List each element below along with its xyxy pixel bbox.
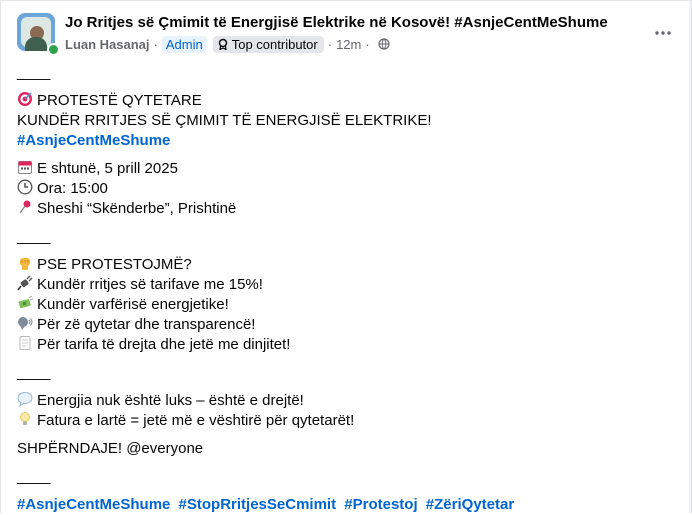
post-title: Jo Rritjes së Çmimit të Energjisë Elektrike në Kosovë! #AsnjeCentMeShume [65,14,608,31]
quote-line [17,391,675,411]
money-icon [17,295,33,311]
post-body [17,63,675,515]
event-date: E shtunë, 5 prill 2025 [37,160,178,177]
quote-text: Energjia nuk është luks – është e drejtë! [37,392,304,409]
why-title: PSE PROTESTOJMË? [37,256,192,273]
hashtag-link[interactable]: #AsnjeCentMeShume [17,496,171,513]
reason-text: Për tarifa të drejta dhe jetë me dinjitet! [37,336,291,353]
location-line [17,199,675,219]
hashtag-row [17,495,675,515]
hashtag-link[interactable]: #ZëriQytetar [425,496,515,513]
post-header [17,13,675,53]
hashtag-link[interactable]: #Protestoj [344,496,418,513]
clock-icon [17,179,33,195]
top-contributor-badge[interactable] [213,36,324,53]
admin-badge[interactable]: Admin [162,36,207,53]
fist-icon [17,255,33,271]
bubble-icon [17,391,33,407]
post-time[interactable]: 12m [336,36,362,52]
divider: ____ [17,228,51,245]
quote-text: Fatura e lartë = jetë më e vështirë për qytetarët! [37,412,355,429]
protest-title-line [17,91,675,111]
top-contributor-label: Top contributor [231,36,318,52]
hashtag-link[interactable]: #StopRritjesSeCmimit [178,496,337,513]
date-line [17,159,675,179]
post-meta [65,35,390,53]
share-call: SHPËRNDAJE! @everyone [17,440,204,457]
divider: ____ [17,364,51,381]
reason-text: Kundër varfërisë energjetike! [37,296,229,313]
event-location: Sheshi “Skënderbe”, Prishtinë [37,200,237,217]
speech-icon [17,315,33,331]
author-name[interactable]: Luan Hasanaj [65,36,150,52]
event-time: Ora: 15:00 [37,180,108,197]
protest-title: PROTESTË QYTETARE [37,92,202,109]
divider: ____ [17,64,51,81]
meta-separator: · [365,36,370,52]
divider: ____ [17,468,51,485]
calendar-icon [17,159,33,175]
hashtag-link[interactable]: #AsnjeCentMeShume [17,132,171,149]
more-options-button[interactable] [651,21,675,45]
target-icon [17,91,33,107]
scrollbar[interactable] [689,1,691,514]
quote-line [17,411,675,431]
why-title-line [17,255,675,275]
reason-item [17,295,675,315]
meta-separator: · [327,36,333,52]
globe-icon [378,38,390,50]
reason-item [17,315,675,335]
reason-text: Për zë qytetar dhe transparencë! [37,316,256,333]
protest-subtitle: KUNDËR RRITJES SË ÇMIMIT TË ENERGJISË ELEKTRIKE! [17,112,432,129]
meta-separator: · [153,36,158,52]
reason-item [17,335,675,355]
avatar-image [21,17,51,47]
tariff-icon [17,335,33,351]
reason-item [17,275,675,295]
more-icon [655,31,671,35]
plug-icon [17,275,33,291]
online-dot-icon [47,43,60,56]
time-line [17,179,675,199]
pin-icon [17,199,33,215]
reason-text: Kundër rritjes së tarifave me 15%! [37,276,263,293]
bulb-icon [17,411,33,427]
contributor-badge-icon [217,38,229,50]
